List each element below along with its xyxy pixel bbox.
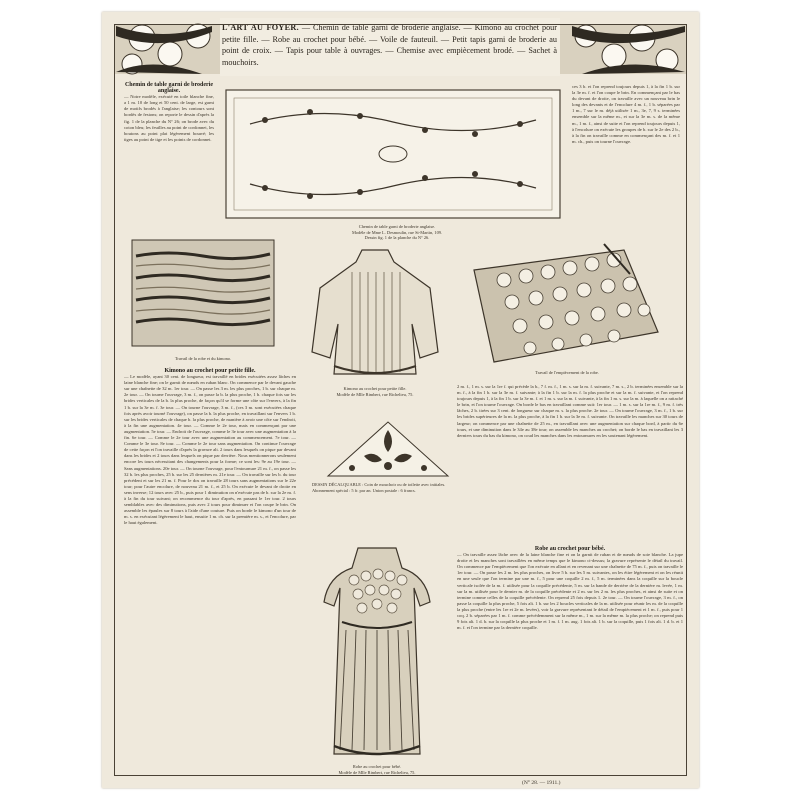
baby-dress-figure (302, 540, 452, 764)
crochet-swatch-figure (454, 240, 666, 368)
chemin-heading: Chemin de table garni de broderie anglaise. (124, 82, 214, 95)
kimono-text: — Le modèle, ayant 30 cent. de longueur, est travaillé en brides exécutées assez lâches en laine blanche fine; on le garnit de nœuds en ruban blanc. On commence par le devant gauche sur une chaînette de 32 m. 1er tour. — On passe les 3 m. les plus proches, 1 b. sur chaque m. 2e tour. — On tourne l'ouvrage, 3 m. f., on passe la b. la plus proche, 1 b. chaque fois sur les brides verticales de la b. la plus proche, de façon qu'il se forme une côte sur l'envers, à la fin 1 b. sur la 3e m. f. 3e tour. — On tourne l'ouvrage, 3 m. f., (ces 3 m. sont exécutées chaque fois après avoir tourné l'ouvrage), on passe la b. la plus proche, en travaillant sur l'envers 1 b. sur les brides verticales de chaque b. la plus proche, de manière à avoir une côte sur l'endroit, à la fin une augmentation. 4e tour. — Comme le 2e tour, mais en commençant par une augmentation. 5e tour. — Endroit de l'ouvrage, comme le 3e tour avec une augmentation à la fin. 6e tour. — Comme le 2e tour avec une augmentation au commencement. 7e tour. — Comme le 3e tour. 8e tour. — Comme le 2e tour sans augmentation. On continue l'ouvrage de cette façon et l'on travaille d'après la gravure alt. 2 tours dans lesquels on pique par devant dans les brides et 2 tours dans lesquels on pique par derrière. Nous mentionnerons seulement encore les tours nécessitant des changements pour la forme; ce sont les: 9e au 19e tour. — Sans augmentations. 20e tour. — On tourne l'ouvrage, pour l'entournure 21 m. f., on passe les 32 b. les plus proches, 25 b. sur les 25 dernières m. 21e tour. — On travaille sur les b. du tour précédent et sur les 21 m. f. Pour le dos on travaille 28 tours sans augmentations sur le 22e tour; pour l'autre encolure, de nouveau 21 m. f., et 25 b. On exécute le devant de droite en sens inverse; 12 tours avec 25 b., puis pour 1 diminution on n'exécute pas de b. sur la 2e m. f. à la fin du tour suivant; on recommence du tour d'après, en passant le 1er tour. 2 tours semblables avec des diminutions, puis avec 2 tours pour diminuer et l'on coupe le brin. On assemble les épaules sur 8 tours à l'aide d'une couture. Puis on borde le kimono d'un tour de m. s. en exécutant légèrement le haut, ensuite 1 m. ch. sur la première m. s., et l'encolure, par le haut également. (124, 374, 296, 526)
kimono-model-caption: Modèle de Mlle Rimbert, rue Richelieu, 75. (336, 391, 414, 397)
empiecement-caption: Travail de l'empiècement de la robe. (535, 370, 599, 375)
decalquable-caption: DESSIN DÉCALQUABLE : Coin de mouchoir ou de toilette avec initiales. Abonnement spécial : 5 fr. par an. Union postale : 6 francs. (312, 482, 446, 493)
robe-captions (307, 764, 447, 775)
right-column-text: ces 3 b. et l'on reprend toujours depuis 1, à la fin 1 b. sur la 3e m. f. et l'on coupe le brin. En commençant par le bas du devant de droite, on travaille avec un nouveau brin le long des devants et de l'encolure 4 m. f., 1 b. séparées par 1 m., 7 sur le m. déjà utilisée 1 m., 3e, 7, 9 s. terminées ensemble sur la même m., et sur la 3e m. s. de la même m., 1 m. f., ainsi de suite et l'on reprend toujours depuis 1, à l'encolure on exécute les groupes de b. sur le 2e des 2 b., à la fin on travaille comme en commençant des m. f. et 1 m. ch., puis on tourne l'ouvrage. (572, 84, 680, 144)
robe-article (457, 546, 683, 772)
kimono-figure (302, 242, 448, 384)
robe-caption: Robe au crochet pour bébé. (352, 764, 402, 769)
kimono-captions (307, 386, 443, 397)
travail-caption: Travail de la robe et du kimono. (174, 356, 232, 361)
header-title: L'ART AU FOYER. (222, 23, 299, 32)
chemin-text: — Notre modèle, exécuté en toile blanche fine, a 1 m. 10 de long et 50 cent. de large, est garni de motifs brodés à l'anglaise; les contours sont bordés de festons; on reporte le dessin d'après la fig. 1 de la planche du N° 26; on brode avec du coton bleu; les feuilles au point de cordonnet, les boutons au point plat légèrement bourré; les tiges au point de tige et les points de cordonnet. (124, 94, 214, 142)
table-runner-figure (220, 84, 566, 224)
page-footer: (N° 28. — 1911.) (522, 780, 561, 786)
kimono-caption: Kimono au crochet pour petite fille. (343, 386, 407, 391)
chemin-article (124, 82, 214, 222)
chemin-model-caption: Modèle de Mme L. Desmoulin, rue St-Martin, 109. (351, 229, 443, 235)
chemin-dessin-caption: Dessin fig. 1 de la planche du N° 26. (364, 235, 430, 241)
header-summary: — Chemin de table garni de broderie anglaise. — Kimono au crochet pour petite fille. — Robe au crochet pour bébé. — Voile de fauteuil. — Petit tapis garni de broderie au point de croix. — Tapis pour table à ouvrages. — Chemise avec empiècement brodé. — Sachet à mouchoirs. (222, 23, 557, 67)
knit-swatch-figure (128, 234, 278, 352)
robe-model-caption: Modèle de Mlle Rimbert, rue Richelieu, 75. (338, 769, 416, 775)
robe-text: — On travaille assez lâche avec de la laine blanche fine et on la garnit de ruban et de nœuds de soie blanche. La jupe droite et les manches sont travaillées en même temps que le kimono ci-dessus; la gravure représente le détail du travail. On commence par l'empiècement que l'on exécute en allant et en revenant sur une chaînette de 75 m. f., puis on travaille le 1er tour. — On passe les 2 m. les plus proches, on livre 5 b. sur les 5 m. suivantes, on les étire légèrement et on les réunit en une seule que l'on termine par une m. f., 5 pour une coquille 2 m. f., 5 m. terminées dans la coquille sur la boucle verticale isolée de la m. f. utilisée pour la coquille précédente, 5 m. sur la bande de derrière de la dernière m. levée, 1 m. sur la m. utilisée pour le dernier m. de la coquille précédente et 2 m. sur les 2 m. les plus proches, et ainsi de suite et on termine comme celles de la coquille précédente. On reprend 25 fois depuis 1. 2e tour. — On tourne l'ouvrage, 3 m. f., on passe la coquille la plus proche, 5 fois alt. 1 b. sur les 2 boucles verticales de la m. utilisée pour réunir les m. de la coquille la plus proche (entre les 1re et 2e m. levées), voir la gravure représentant le détail de l'empiècement et 1 m. f., puis pour 1 coq. 2 b. séparées par 1 m. f. comme précédemment sur la même m., 1 m. sur la même m. la plus proche; on reprend puis 9 fois alt. 1 d. b. sur la coquille la plus proche et 1 m. f. 1 m. aug. 1 fois alt. 1 b. sur la coquille, puis 1 fois alt. 1 d. b. et 1 m. f. et l'on termine par la dernière coquille. (457, 552, 683, 631)
decalquable-motif-figure (324, 416, 452, 480)
chemin-captions (282, 224, 512, 241)
continuation-text: 2 m. f., 1 m. s. sur la 1re f. qui précède la b., 7 f. m. f., 1 m. s. sur la m. f. suivante, 7 m. s., 2 b. terminées ensemble sur la m. f., à la fin 1 b. sur la 3e m. f. suivante; à la fin 1 b. sur la m. f. la plus proche et sur la m. f. suivante, et l'on reprend toujours depuis 1, à la fin 1 b. sur la 3e m. f. et 1 m. s. sur la m. f. suivante, à la fin 1 m. s. sur la m. à laquelle on a rattaché le brin, et l'on tourne l'ouvrage. On borde le bas en travaillant comme suit: 1er tour. — 1 m. s. sur la 1re m. f., 9 m. f. très lâches, 2 b. tirées sur 3 cent. de longueur sur chaque m. s. la plus proche. 2e tour. — On tourne l'ouvrage, 3 m. f., 1 b. sur les brides supérieures de la m. la plus proche, à la fin 1 b. sur la 3e m. f. suivante. On travaille les manches sur 30 tours de largeur; on commence par une chaînette de 25 m., en travaillant avec une augmentation sur chaque bord, à partir du 6e tours, et une diminution dans le 34e au 38e tour; on assemble les manches au crochet; on borde le bas en travaillant les 3 derniers tours du bas du kimono, on coud les manches dans les entournures en les soutenant légèrement. (457, 384, 683, 438)
kimono-continuation (457, 384, 683, 542)
kimono-heading: Kimono au crochet pour petite fille. (164, 368, 256, 374)
chemin-caption: Chemin de table garni de broderie anglaise. (358, 224, 436, 229)
right-column-top (572, 84, 680, 234)
magazine-page (102, 12, 699, 788)
kimono-article (124, 368, 296, 768)
robe-heading: Robe au crochet pour bébé. (534, 546, 606, 552)
